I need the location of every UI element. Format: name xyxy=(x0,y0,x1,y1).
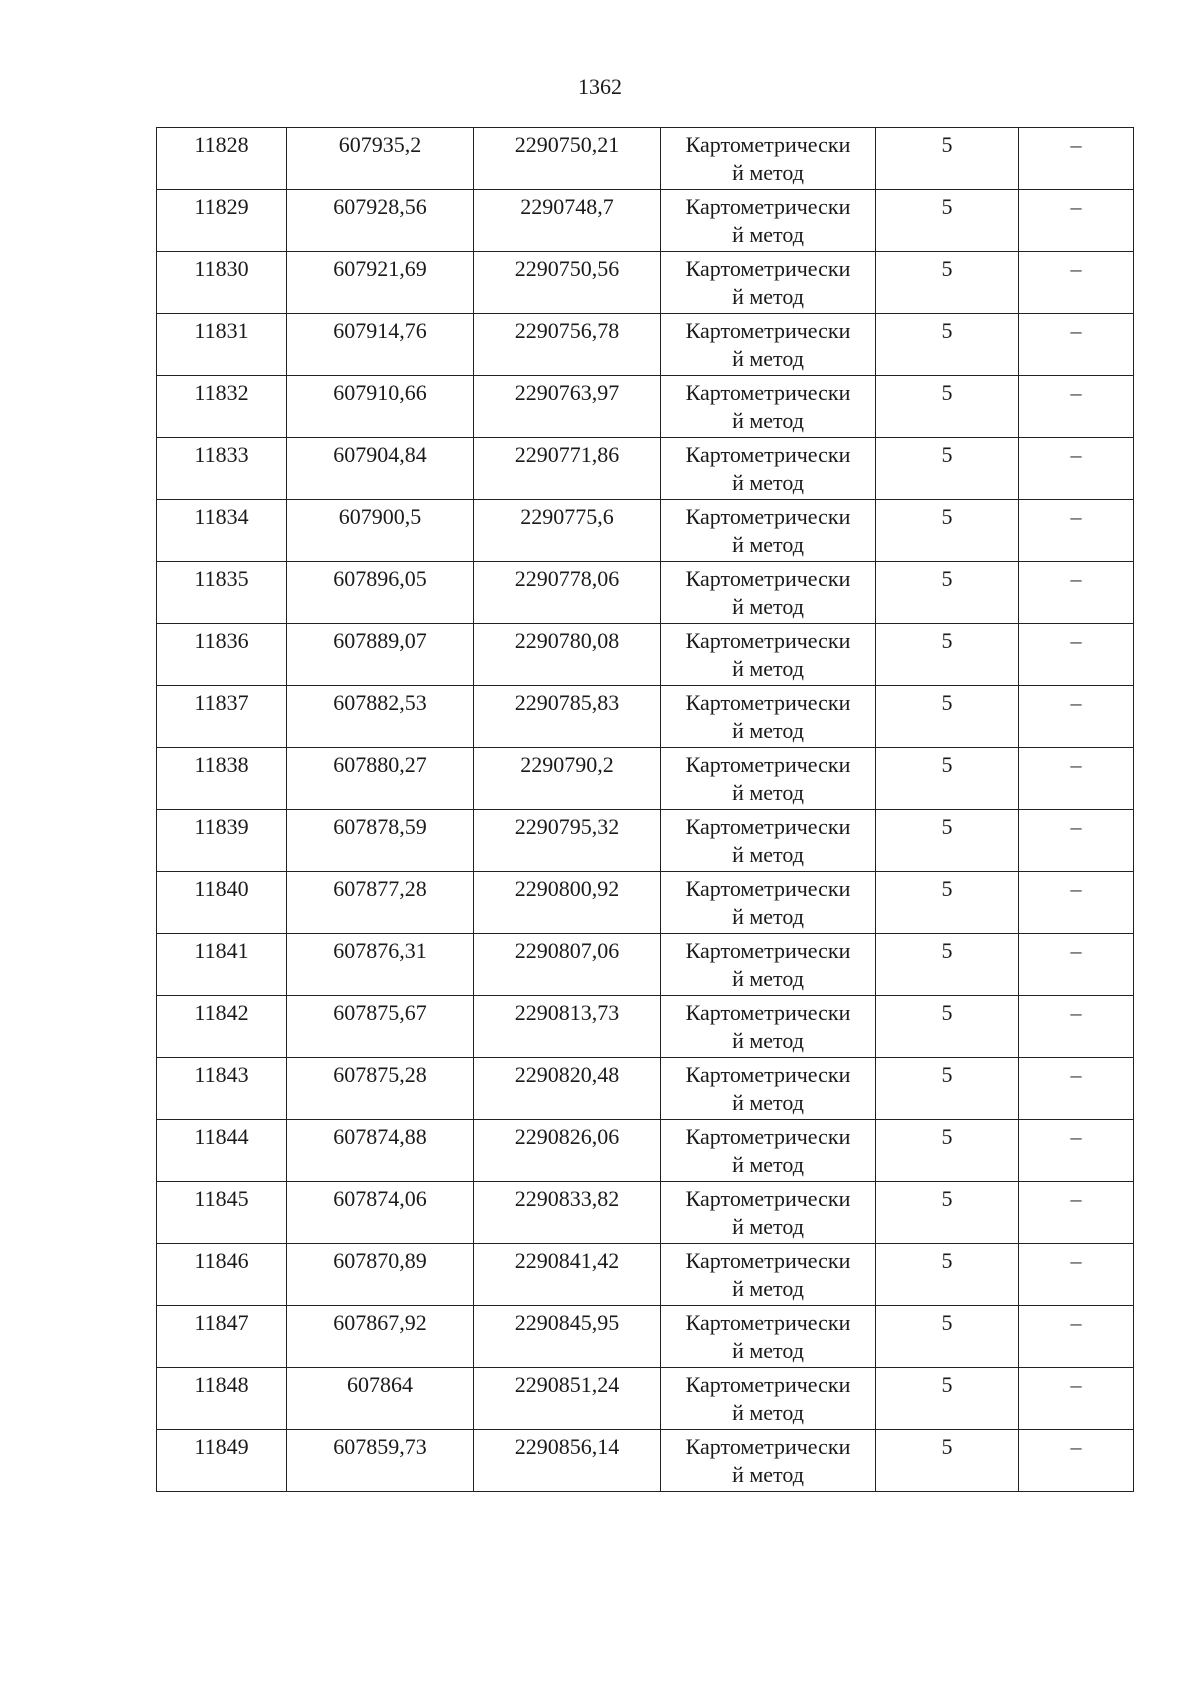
y-coordinate-cell: 2290833,82 xyxy=(474,1182,661,1244)
point-number-cell: 11840 xyxy=(157,872,287,934)
point-number-cell: 11841 xyxy=(157,934,287,996)
method-line-1: Картометрически xyxy=(685,690,851,715)
accuracy-cell: 5 xyxy=(876,376,1019,438)
accuracy-cell: 5 xyxy=(876,500,1019,562)
accuracy-cell: 5 xyxy=(876,438,1019,500)
point-number-cell: 11834 xyxy=(157,500,287,562)
method-cell xyxy=(661,438,876,500)
point-number-cell: 11847 xyxy=(157,1306,287,1368)
y-coordinate-cell: 2290775,6 xyxy=(474,500,661,562)
point-number-cell: 11830 xyxy=(157,252,287,314)
table-row xyxy=(157,190,1134,252)
method-line-1: Картометрически xyxy=(685,1434,851,1459)
y-coordinate-cell: 2290820,48 xyxy=(474,1058,661,1120)
note-cell: – xyxy=(1019,128,1134,190)
x-coordinate-cell: 607859,73 xyxy=(287,1430,474,1492)
method-line-2: й метод xyxy=(732,408,804,433)
method-cell xyxy=(661,686,876,748)
accuracy-cell: 5 xyxy=(876,190,1019,252)
x-coordinate-cell: 607876,31 xyxy=(287,934,474,996)
method-line-2: й метод xyxy=(732,1028,804,1053)
table-row xyxy=(157,934,1134,996)
method-cell xyxy=(661,1120,876,1182)
method-cell xyxy=(661,500,876,562)
point-number-cell: 11849 xyxy=(157,1430,287,1492)
table-row xyxy=(157,562,1134,624)
method-line-1: Картометрически xyxy=(685,1310,851,1335)
table-row xyxy=(157,748,1134,810)
accuracy-cell: 5 xyxy=(876,1430,1019,1492)
method-cell xyxy=(661,1244,876,1306)
page-number: 1362 xyxy=(578,74,622,99)
y-coordinate-cell: 2290800,92 xyxy=(474,872,661,934)
x-coordinate-cell: 607904,84 xyxy=(287,438,474,500)
x-coordinate-cell: 607928,56 xyxy=(287,190,474,252)
method-line-1: Картометрически xyxy=(685,628,851,653)
method-line-2: й метод xyxy=(732,1400,804,1425)
y-coordinate-cell: 2290813,73 xyxy=(474,996,661,1058)
x-coordinate-cell: 607874,88 xyxy=(287,1120,474,1182)
method-line-2: й метод xyxy=(732,1338,804,1363)
x-coordinate-cell: 607935,2 xyxy=(287,128,474,190)
point-number-cell: 11831 xyxy=(157,314,287,376)
accuracy-cell: 5 xyxy=(876,1058,1019,1120)
point-number-cell: 11838 xyxy=(157,748,287,810)
y-coordinate-cell: 2290750,21 xyxy=(474,128,661,190)
point-number-cell: 11833 xyxy=(157,438,287,500)
method-cell xyxy=(661,314,876,376)
y-coordinate-cell: 2290790,2 xyxy=(474,748,661,810)
method-line-1: Картометрически xyxy=(685,938,851,963)
method-line-2: й метод xyxy=(732,1214,804,1239)
note-cell: – xyxy=(1019,1306,1134,1368)
table-row xyxy=(157,1120,1134,1182)
method-line-1: Картометрически xyxy=(685,566,851,591)
method-line-2: й метод xyxy=(732,284,804,309)
y-coordinate-cell: 2290763,97 xyxy=(474,376,661,438)
note-cell: – xyxy=(1019,1120,1134,1182)
method-line-1: Картометрически xyxy=(685,1186,851,1211)
point-number-cell: 11828 xyxy=(157,128,287,190)
table-row xyxy=(157,1182,1134,1244)
point-number-cell: 11848 xyxy=(157,1368,287,1430)
y-coordinate-cell: 2290771,86 xyxy=(474,438,661,500)
method-line-1: Картометрически xyxy=(685,752,851,777)
method-line-2: й метод xyxy=(732,966,804,991)
table-row xyxy=(157,438,1134,500)
accuracy-cell: 5 xyxy=(876,562,1019,624)
coordinates-table-body xyxy=(157,128,1134,1492)
x-coordinate-cell: 607878,59 xyxy=(287,810,474,872)
method-cell xyxy=(661,562,876,624)
note-cell: – xyxy=(1019,934,1134,996)
method-cell xyxy=(661,376,876,438)
table-row xyxy=(157,624,1134,686)
accuracy-cell: 5 xyxy=(876,624,1019,686)
x-coordinate-cell: 607914,76 xyxy=(287,314,474,376)
accuracy-cell: 5 xyxy=(876,314,1019,376)
note-cell: – xyxy=(1019,500,1134,562)
method-line-2: й метод xyxy=(732,594,804,619)
y-coordinate-cell: 2290807,06 xyxy=(474,934,661,996)
note-cell: – xyxy=(1019,314,1134,376)
note-cell: – xyxy=(1019,190,1134,252)
y-coordinate-cell: 2290856,14 xyxy=(474,1430,661,1492)
y-coordinate-cell: 2290756,78 xyxy=(474,314,661,376)
accuracy-cell: 5 xyxy=(876,1306,1019,1368)
method-cell xyxy=(661,996,876,1058)
table-row xyxy=(157,128,1134,190)
accuracy-cell: 5 xyxy=(876,810,1019,872)
method-line-2: й метод xyxy=(732,1090,804,1115)
method-line-2: й метод xyxy=(732,222,804,247)
method-line-2: й метод xyxy=(732,470,804,495)
method-line-1: Картометрически xyxy=(685,442,851,467)
point-number-cell: 11842 xyxy=(157,996,287,1058)
point-number-cell: 11835 xyxy=(157,562,287,624)
table-row xyxy=(157,810,1134,872)
accuracy-cell: 5 xyxy=(876,1244,1019,1306)
note-cell: – xyxy=(1019,1244,1134,1306)
method-cell xyxy=(661,872,876,934)
method-line-1: Картометрически xyxy=(685,1124,851,1149)
point-number-cell: 11837 xyxy=(157,686,287,748)
method-line-2: й метод xyxy=(732,532,804,557)
accuracy-cell: 5 xyxy=(876,128,1019,190)
accuracy-cell: 5 xyxy=(876,686,1019,748)
note-cell: – xyxy=(1019,872,1134,934)
method-cell xyxy=(661,624,876,686)
x-coordinate-cell: 607870,89 xyxy=(287,1244,474,1306)
method-line-2: й метод xyxy=(732,904,804,929)
method-line-2: й метод xyxy=(732,842,804,867)
x-coordinate-cell: 607875,67 xyxy=(287,996,474,1058)
note-cell: – xyxy=(1019,438,1134,500)
point-number-cell: 11846 xyxy=(157,1244,287,1306)
y-coordinate-cell: 2290780,08 xyxy=(474,624,661,686)
accuracy-cell: 5 xyxy=(876,934,1019,996)
table-row xyxy=(157,1306,1134,1368)
x-coordinate-cell: 607882,53 xyxy=(287,686,474,748)
point-number-cell: 11839 xyxy=(157,810,287,872)
note-cell: – xyxy=(1019,1058,1134,1120)
note-cell: – xyxy=(1019,624,1134,686)
table-row xyxy=(157,314,1134,376)
point-number-cell: 11829 xyxy=(157,190,287,252)
y-coordinate-cell: 2290748,7 xyxy=(474,190,661,252)
method-line-2: й метод xyxy=(732,656,804,681)
accuracy-cell: 5 xyxy=(876,1182,1019,1244)
x-coordinate-cell: 607896,05 xyxy=(287,562,474,624)
method-line-2: й метод xyxy=(732,1276,804,1301)
method-cell xyxy=(661,252,876,314)
method-cell xyxy=(661,1058,876,1120)
note-cell: – xyxy=(1019,1368,1134,1430)
coordinates-table xyxy=(156,127,1134,1492)
y-coordinate-cell: 2290785,83 xyxy=(474,686,661,748)
method-line-1: Картометрически xyxy=(685,132,851,157)
y-coordinate-cell: 2290795,32 xyxy=(474,810,661,872)
note-cell: – xyxy=(1019,996,1134,1058)
note-cell: – xyxy=(1019,686,1134,748)
note-cell: – xyxy=(1019,562,1134,624)
point-number-cell: 11845 xyxy=(157,1182,287,1244)
y-coordinate-cell: 2290841,42 xyxy=(474,1244,661,1306)
accuracy-cell: 5 xyxy=(876,748,1019,810)
point-number-cell: 11832 xyxy=(157,376,287,438)
method-line-1: Картометрически xyxy=(685,318,851,343)
accuracy-cell: 5 xyxy=(876,996,1019,1058)
method-cell xyxy=(661,1368,876,1430)
method-line-1: Картометрически xyxy=(685,814,851,839)
table-row xyxy=(157,500,1134,562)
x-coordinate-cell: 607864 xyxy=(287,1368,474,1430)
y-coordinate-cell: 2290826,06 xyxy=(474,1120,661,1182)
note-cell: – xyxy=(1019,1182,1134,1244)
table-row xyxy=(157,376,1134,438)
method-line-2: й метод xyxy=(732,346,804,371)
accuracy-cell: 5 xyxy=(876,252,1019,314)
table-row xyxy=(157,1368,1134,1430)
method-line-2: й метод xyxy=(732,1152,804,1177)
table-row xyxy=(157,996,1134,1058)
table-row xyxy=(157,686,1134,748)
method-line-1: Картометрически xyxy=(685,1000,851,1025)
point-number-cell: 11844 xyxy=(157,1120,287,1182)
method-line-1: Картометрически xyxy=(685,504,851,529)
note-cell: – xyxy=(1019,376,1134,438)
method-line-1: Картометрически xyxy=(685,1248,851,1273)
method-cell xyxy=(661,1182,876,1244)
x-coordinate-cell: 607889,07 xyxy=(287,624,474,686)
note-cell: – xyxy=(1019,252,1134,314)
note-cell: – xyxy=(1019,1430,1134,1492)
point-number-cell: 11843 xyxy=(157,1058,287,1120)
method-cell xyxy=(661,128,876,190)
method-line-1: Картометрически xyxy=(685,876,851,901)
x-coordinate-cell: 607875,28 xyxy=(287,1058,474,1120)
method-cell xyxy=(661,810,876,872)
point-number-cell: 11836 xyxy=(157,624,287,686)
accuracy-cell: 5 xyxy=(876,1368,1019,1430)
x-coordinate-cell: 607921,69 xyxy=(287,252,474,314)
x-coordinate-cell: 607880,27 xyxy=(287,748,474,810)
method-line-2: й метод xyxy=(732,718,804,743)
method-line-1: Картометрически xyxy=(685,194,851,219)
note-cell: – xyxy=(1019,748,1134,810)
method-line-1: Картометрически xyxy=(685,1372,851,1397)
method-cell xyxy=(661,1430,876,1492)
method-line-2: й метод xyxy=(732,160,804,185)
method-line-2: й метод xyxy=(732,1462,804,1487)
method-cell xyxy=(661,190,876,252)
accuracy-cell: 5 xyxy=(876,1120,1019,1182)
accuracy-cell: 5 xyxy=(876,872,1019,934)
method-cell xyxy=(661,748,876,810)
x-coordinate-cell: 607910,66 xyxy=(287,376,474,438)
table-row xyxy=(157,872,1134,934)
y-coordinate-cell: 2290851,24 xyxy=(474,1368,661,1430)
method-cell xyxy=(661,934,876,996)
method-line-1: Картометрически xyxy=(685,1062,851,1087)
x-coordinate-cell: 607867,92 xyxy=(287,1306,474,1368)
y-coordinate-cell: 2290750,56 xyxy=(474,252,661,314)
table-row xyxy=(157,252,1134,314)
y-coordinate-cell: 2290778,06 xyxy=(474,562,661,624)
x-coordinate-cell: 607877,28 xyxy=(287,872,474,934)
table-row xyxy=(157,1244,1134,1306)
method-line-1: Картометрически xyxy=(685,256,851,281)
method-line-1: Картометрически xyxy=(685,380,851,405)
method-line-2: й метод xyxy=(732,780,804,805)
x-coordinate-cell: 607874,06 xyxy=(287,1182,474,1244)
table-row xyxy=(157,1430,1134,1492)
note-cell: – xyxy=(1019,810,1134,872)
table-row xyxy=(157,1058,1134,1120)
x-coordinate-cell: 607900,5 xyxy=(287,500,474,562)
method-cell xyxy=(661,1306,876,1368)
y-coordinate-cell: 2290845,95 xyxy=(474,1306,661,1368)
